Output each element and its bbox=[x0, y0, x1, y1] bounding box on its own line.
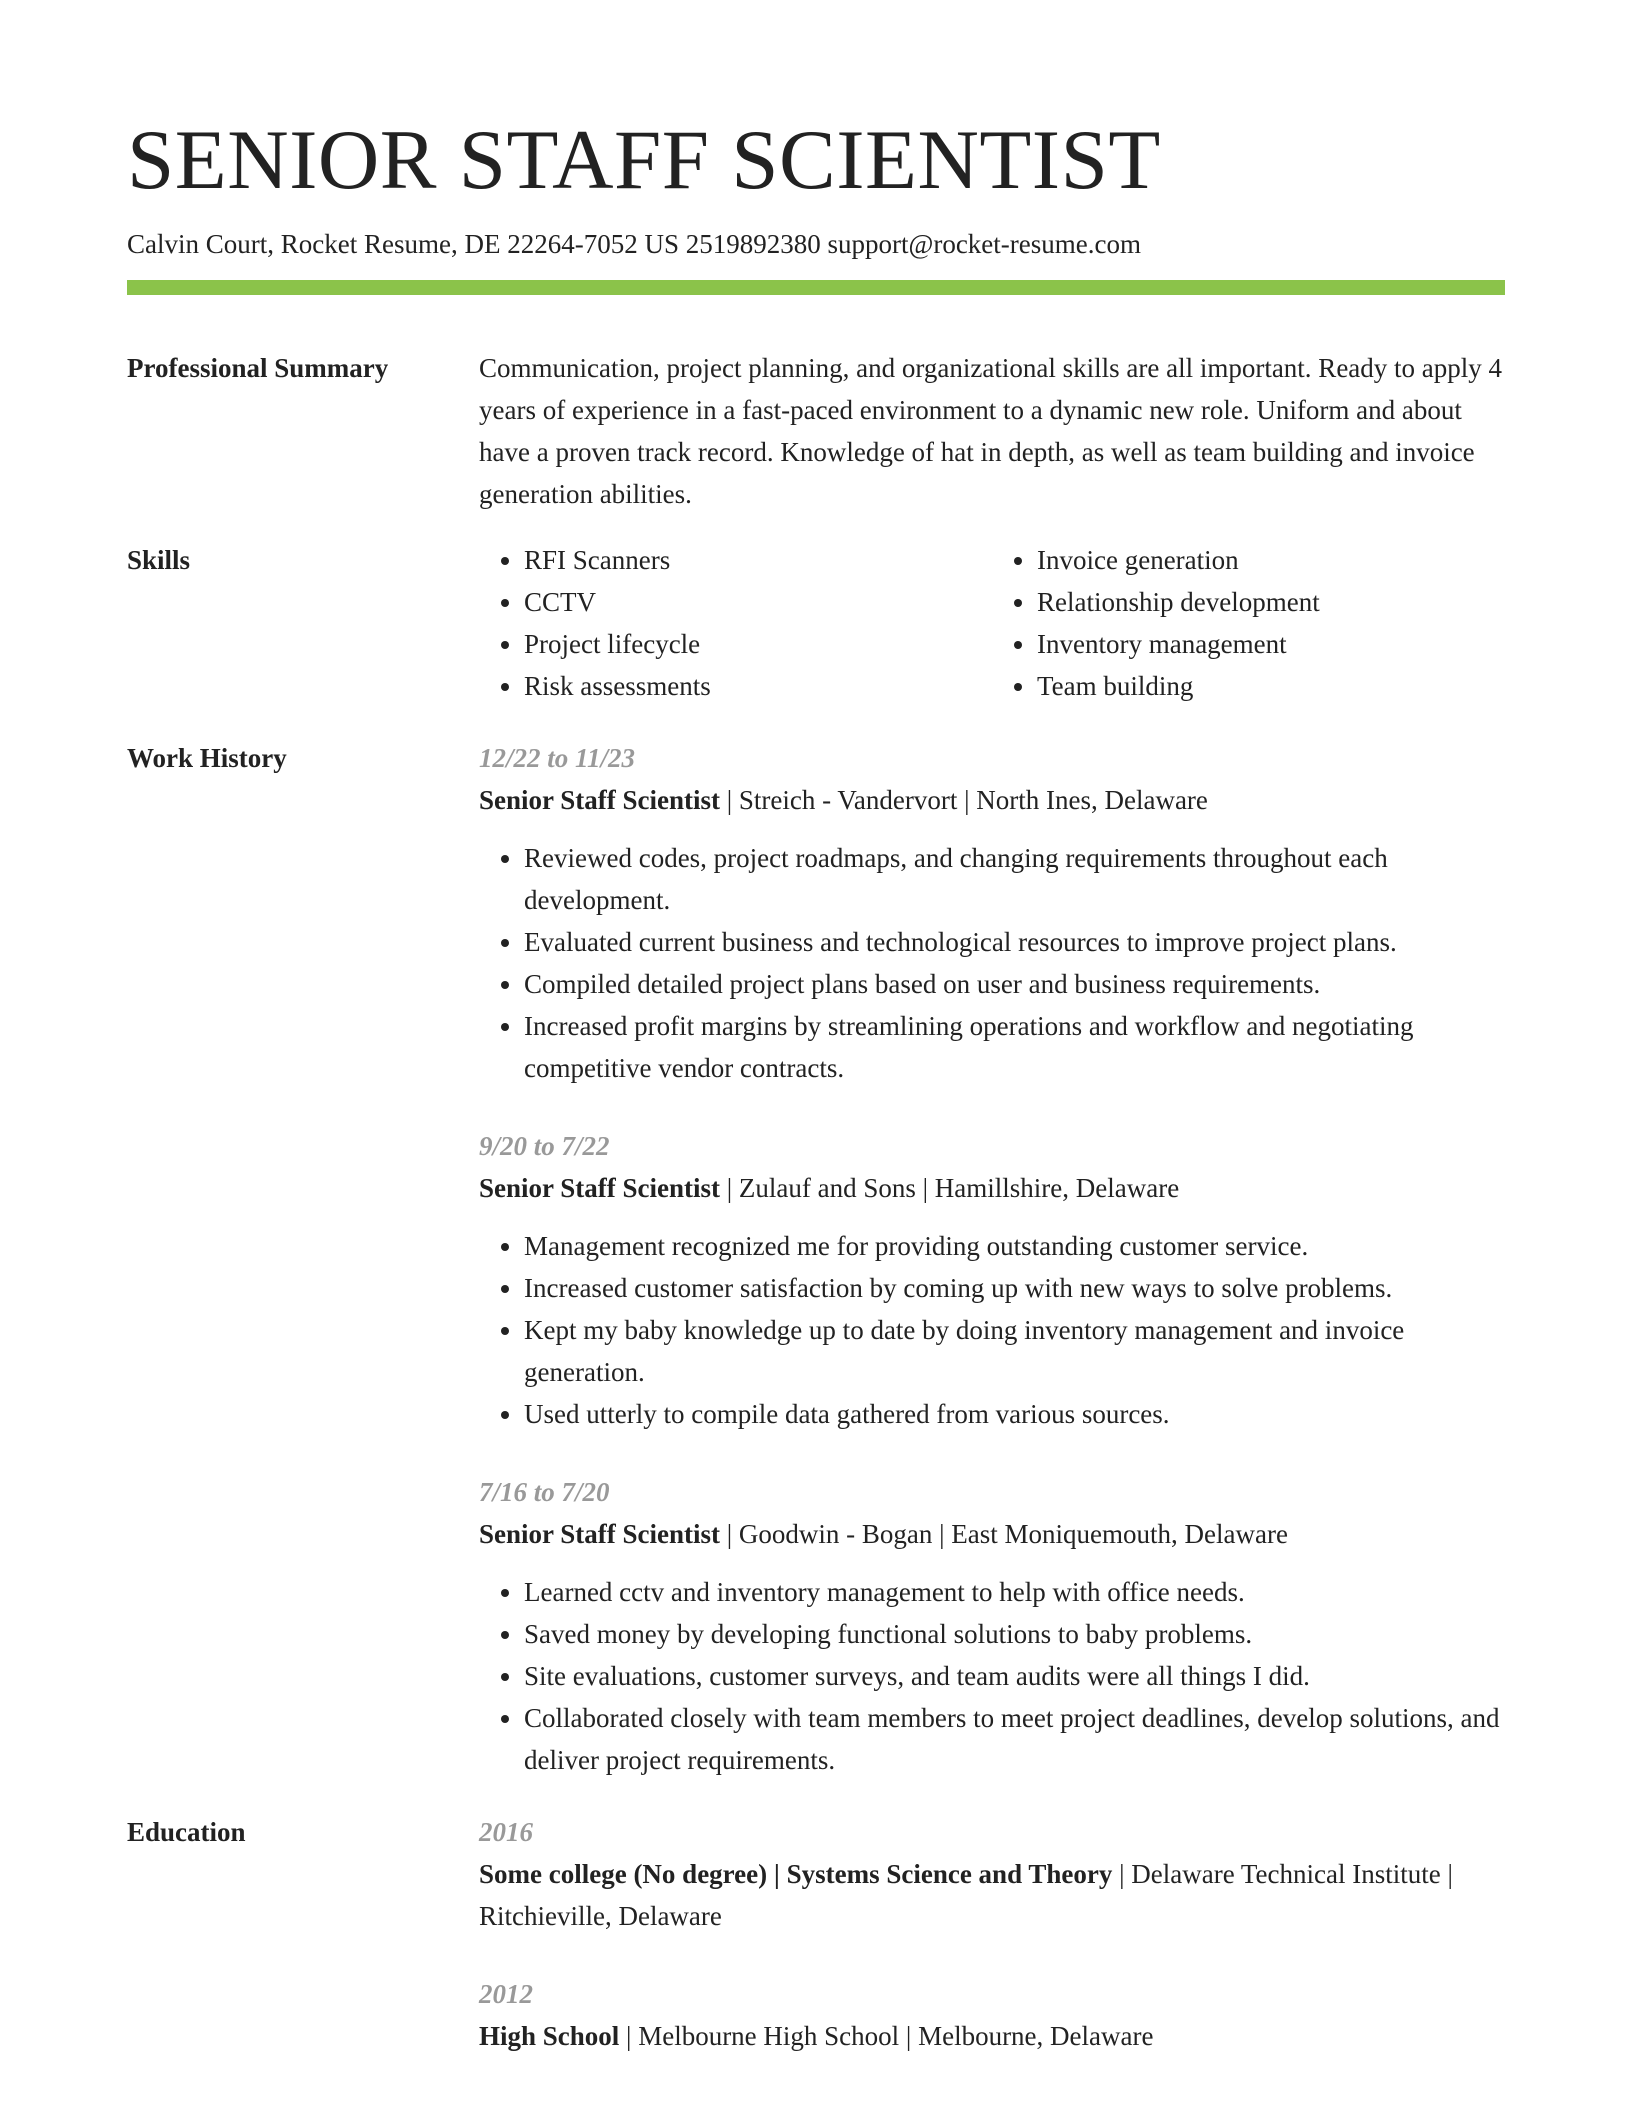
education-line bbox=[479, 1853, 1505, 1937]
job-bullet: • Compiled detailed project plans based on user and business requirements. bbox=[524, 963, 1505, 1005]
skills-list-left bbox=[479, 539, 992, 707]
skill-item: • Project lifecycle bbox=[524, 623, 992, 665]
contact-address: Calvin Court, Rocket Resume, DE 22264-7052 US bbox=[127, 229, 679, 259]
job-bullet: • Kept my baby knowledge up to date by doing inventory management and invoice generation. bbox=[524, 1309, 1505, 1393]
education-year: 2016 bbox=[479, 1817, 533, 1848]
job-bullet: • Collaborated closely with team members to meet project deadlines, develop solutions, and deliver project requirements. bbox=[524, 1697, 1505, 1781]
job-title: Senior Staff Scientist bbox=[479, 1519, 720, 1550]
skill-item: • Relationship development bbox=[1037, 581, 1505, 623]
resume-page bbox=[127, 113, 1505, 2057]
job-bullet: • Learned cctv and inventory management to help with office needs. bbox=[524, 1571, 1505, 1613]
education-section bbox=[127, 1811, 1505, 2057]
job-dates: 9/20 to 7/22 bbox=[479, 1131, 610, 1162]
job-entry bbox=[479, 1125, 1505, 1435]
education-details: | Melbourne High School | Melbourne, Delaware bbox=[619, 2021, 1154, 2052]
skills-section bbox=[127, 539, 1505, 707]
job-details: | Zulauf and Sons | Hamillshire, Delaware bbox=[720, 1173, 1180, 1204]
job-bullet: • Management recognized me for providing outstanding customer service. bbox=[524, 1225, 1505, 1267]
job-details: | Streich - Vandervort | North Ines, Delaware bbox=[720, 785, 1208, 816]
skill-item: • Team building bbox=[1037, 665, 1505, 707]
education-degree: High School bbox=[479, 2021, 620, 2052]
education-degree: Some college (No degree) | Systems Science and Theory bbox=[479, 1859, 1113, 1890]
skill-item: • Inventory management bbox=[1037, 623, 1505, 665]
job-bullets bbox=[479, 837, 1505, 1089]
summary-section bbox=[127, 347, 1505, 515]
job-bullet: • Reviewed codes, project roadmaps, and changing requirements throughout each development. bbox=[524, 837, 1505, 921]
skill-item: • Risk assessments bbox=[524, 665, 992, 707]
job-bullet: • Increased customer satisfaction by coming up with new ways to solve problems. bbox=[524, 1267, 1505, 1309]
skill-item: • CCTV bbox=[524, 581, 992, 623]
job-role-line bbox=[479, 1513, 1505, 1555]
education-year: 2012 bbox=[479, 1979, 533, 2010]
job-role-line bbox=[479, 779, 1505, 821]
contact-email[interactable]: support@rocket-resume.com bbox=[827, 229, 1141, 259]
job-role-line bbox=[479, 1167, 1505, 1209]
contact-line bbox=[127, 227, 1505, 262]
section-heading: Education bbox=[127, 1817, 246, 1848]
section-heading: Skills bbox=[127, 545, 191, 576]
contact-phone: 2519892380 bbox=[685, 229, 821, 259]
section-heading: Work History bbox=[127, 743, 287, 774]
skill-item: • Invoice generation bbox=[1037, 539, 1505, 581]
education-details: | Delaware Technical Institute | Ritchieville, Delaware bbox=[479, 1859, 1453, 1932]
job-bullet: • Increased profit margins by streamlining operations and workflow and negotiating competitive vendor contracts. bbox=[524, 1005, 1505, 1089]
work-history-section bbox=[127, 737, 1505, 1781]
job-bullet: • Evaluated current business and technological resources to improve project plans. bbox=[524, 921, 1505, 963]
summary-text: Communication, project planning, and organizational skills are all important. Ready to apply 4 years of experience in a fast-paced environment to a dynamic new role. Uniform and about have a proven track record. Knowledge of hat in depth, as well as team building and invoice generation abilities. bbox=[479, 353, 1503, 510]
job-dates: 12/22 to 11/23 bbox=[479, 743, 636, 774]
job-title: Senior Staff Scientist bbox=[479, 785, 720, 816]
education-entry bbox=[479, 1973, 1505, 2057]
job-dates: 7/16 to 7/20 bbox=[479, 1477, 610, 1508]
education-entry bbox=[479, 1811, 1505, 1937]
job-title: Senior Staff Scientist bbox=[479, 1173, 720, 1204]
resume-name: SENIOR STAFF SCIENTIST bbox=[127, 113, 1161, 207]
header-divider bbox=[127, 280, 1505, 295]
job-bullets bbox=[479, 1571, 1505, 1781]
section-heading: Professional Summary bbox=[127, 353, 389, 384]
education-line bbox=[479, 2015, 1505, 2057]
job-details: | Goodwin - Bogan | East Moniquemouth, Delaware bbox=[720, 1519, 1288, 1550]
job-bullet: • Saved money by developing functional solutions to baby problems. bbox=[524, 1613, 1505, 1655]
job-bullet: • Site evaluations, customer surveys, and team audits were all things I did. bbox=[524, 1655, 1505, 1697]
skills-list-right bbox=[992, 539, 1505, 707]
job-bullets bbox=[479, 1225, 1505, 1435]
job-entry bbox=[479, 1471, 1505, 1781]
job-entry bbox=[479, 737, 1505, 1089]
skill-item: • RFI Scanners bbox=[524, 539, 992, 581]
job-bullet: • Used utterly to compile data gathered from various sources. bbox=[524, 1393, 1505, 1435]
